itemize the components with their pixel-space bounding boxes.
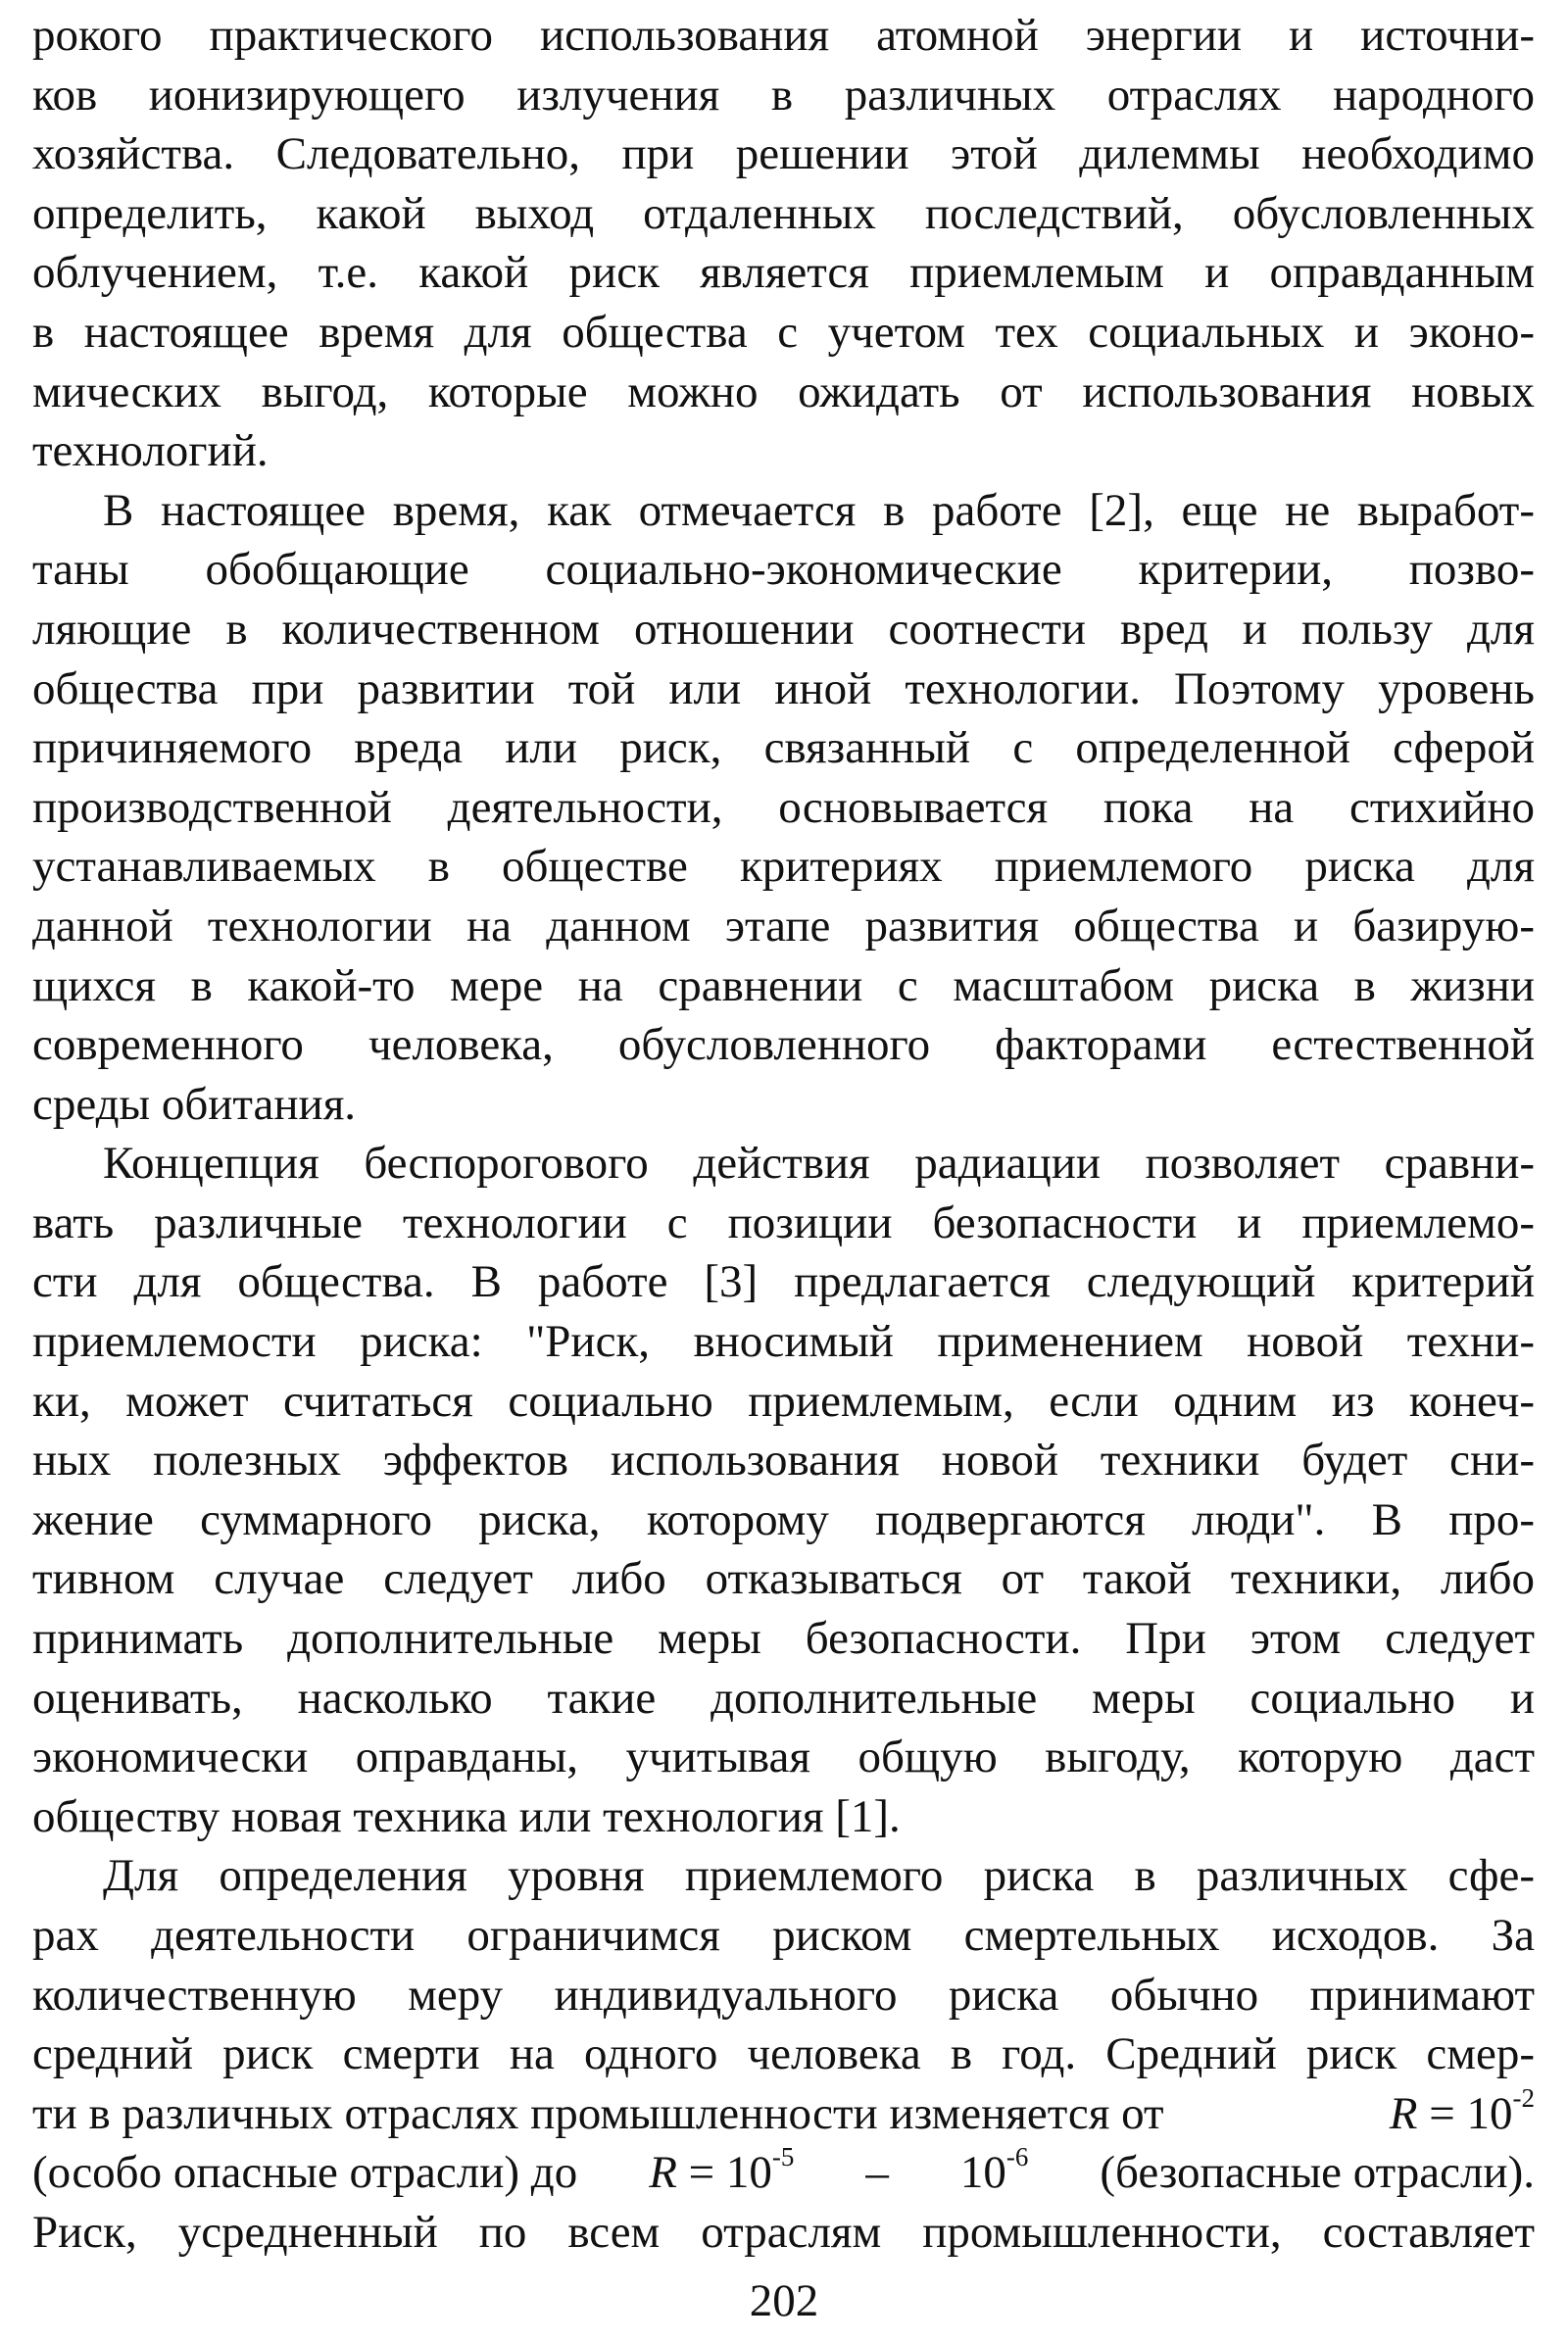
- text-line: рах деятельности ограничимся риском смертельных исходов. За: [32, 1910, 1535, 1961]
- paragraph-2: [32, 481, 1535, 1135]
- paragraph-3: [32, 1134, 1535, 1846]
- text-line: ляющие в количественном отношении соотнести вред и пользу для: [32, 603, 1535, 655]
- text-line: данной технологии на данном этапе развития общества и базирую-: [32, 900, 1535, 951]
- text-line: ных полезных эффектов использования новой техники будет сни-: [32, 1435, 1535, 1487]
- variable-r: R: [649, 2147, 677, 2199]
- range-dash: –: [865, 2147, 889, 2199]
- text-line: в настоящее время для общества с учетом тех социальных и эконо-: [32, 306, 1535, 358]
- formula: [960, 2143, 1029, 2203]
- text-line: общества при развитии той или иной технологии. Поэтому уровень: [32, 662, 1535, 714]
- power-base: 10: [959, 2147, 1006, 2199]
- text-line: Риск, усредненный по всем отраслям промышленности, составляет: [32, 2206, 1535, 2258]
- power-base: 10: [725, 2147, 772, 2199]
- text-line: экономически оправданы, учитывая общую выгоду, которую даст: [32, 1732, 1535, 1783]
- variable-r: R: [1389, 2087, 1418, 2139]
- text-line: сти для общества. В работе [3] предлагается следующий критерий: [32, 1256, 1535, 1308]
- text-line: ков ионизирующего излучения в различных отраслях народного: [32, 69, 1535, 121]
- text-segment: (безопасные отрасли).: [1100, 2147, 1535, 2199]
- text-segment: ти в различных отраслях промышленности изменяется от: [32, 2087, 1164, 2139]
- text-line: хозяйства. Следовательно, при решении этой дилеммы необходимо: [32, 128, 1535, 180]
- text-line: средний риск смерти на одного человека в год. Средний риск смер-: [32, 2028, 1535, 2080]
- text-line: облучением, т.е. какой риск является приемлемым и оправданным: [32, 247, 1535, 299]
- text-line: современного человека, обусловленного факторами естественной: [32, 1019, 1535, 1071]
- text-line: тивном случае следует либо отказываться от такой техники, либо: [32, 1553, 1535, 1605]
- equals-sign: =: [1429, 2087, 1455, 2139]
- text-line: щихся в какой-то мере на сравнении с масштабом риска в жизни: [32, 959, 1535, 1011]
- text-line: количественную меру индивидуального риска обычно принимают: [32, 1969, 1535, 2021]
- power-exponent: -2: [1512, 2082, 1535, 2113]
- text-line: мических выгод, которые можно ожидать от использования новых: [32, 366, 1535, 417]
- power-exponent: -6: [1005, 2142, 1029, 2172]
- power-exponent: -5: [771, 2142, 795, 2172]
- text-line: Концепция беспорогового действия радиации позволяет сравни-: [103, 1138, 1535, 1190]
- formula-line-2: [32, 2143, 1535, 2203]
- text-line: обществу новая техника или технология [1].: [32, 1790, 901, 1842]
- text-line: таны обобщающие социально-экономические критерии, позво-: [32, 544, 1535, 596]
- text-line: Для определения уровня приемлемого риска в различных сфе-: [103, 1850, 1535, 1902]
- text-line: жение суммарного риска, которому подвергаются люди". В про-: [32, 1493, 1535, 1545]
- text-line: В настоящее время, как отмечается в работе [2], еще не выработ-: [103, 484, 1535, 536]
- text-line: среды обитания.: [32, 1078, 357, 1130]
- equals-sign: =: [688, 2147, 715, 2199]
- text-line: определить, какой выход отдаленных последствий, обусловленных: [32, 187, 1535, 239]
- text-line: устанавливаемых в обществе критериях приемлемого риска для: [32, 841, 1535, 893]
- text-line: производственной деятельности, основывается пока на стихийно: [32, 781, 1535, 833]
- text-line: ки, может считаться социально приемлемым, если одним из конеч-: [32, 1375, 1535, 1427]
- text-line: технологий.: [32, 425, 269, 477]
- formula: [649, 2143, 794, 2203]
- text-line: принимать дополнительные меры безопасности. При этом следует: [32, 1613, 1535, 1665]
- document-page: [32, 6, 1535, 2263]
- text-line: оценивать, насколько такие дополнительные меры социально и: [32, 1672, 1535, 1724]
- formula-line-1: [32, 2084, 1535, 2144]
- formula: [1390, 2084, 1535, 2144]
- text-line: вать различные технологии с позиции безопасности и приемлемо-: [32, 1196, 1535, 1248]
- text-line: причиняемого вреда или риск, связанный с определенной сферой: [32, 722, 1535, 774]
- paragraph-4: [32, 1846, 1535, 2262]
- text-segment: (особо опасные отрасли) до: [32, 2147, 578, 2199]
- power-base: 10: [1466, 2087, 1513, 2139]
- text-line: приемлемости риска: "Риск, вносимый применением новой техни-: [32, 1316, 1535, 1368]
- page-number: 202: [749, 2275, 819, 2326]
- paragraph-1: [32, 6, 1535, 481]
- text-line: рокого практического использования атомной энергии и источни-: [32, 10, 1535, 61]
